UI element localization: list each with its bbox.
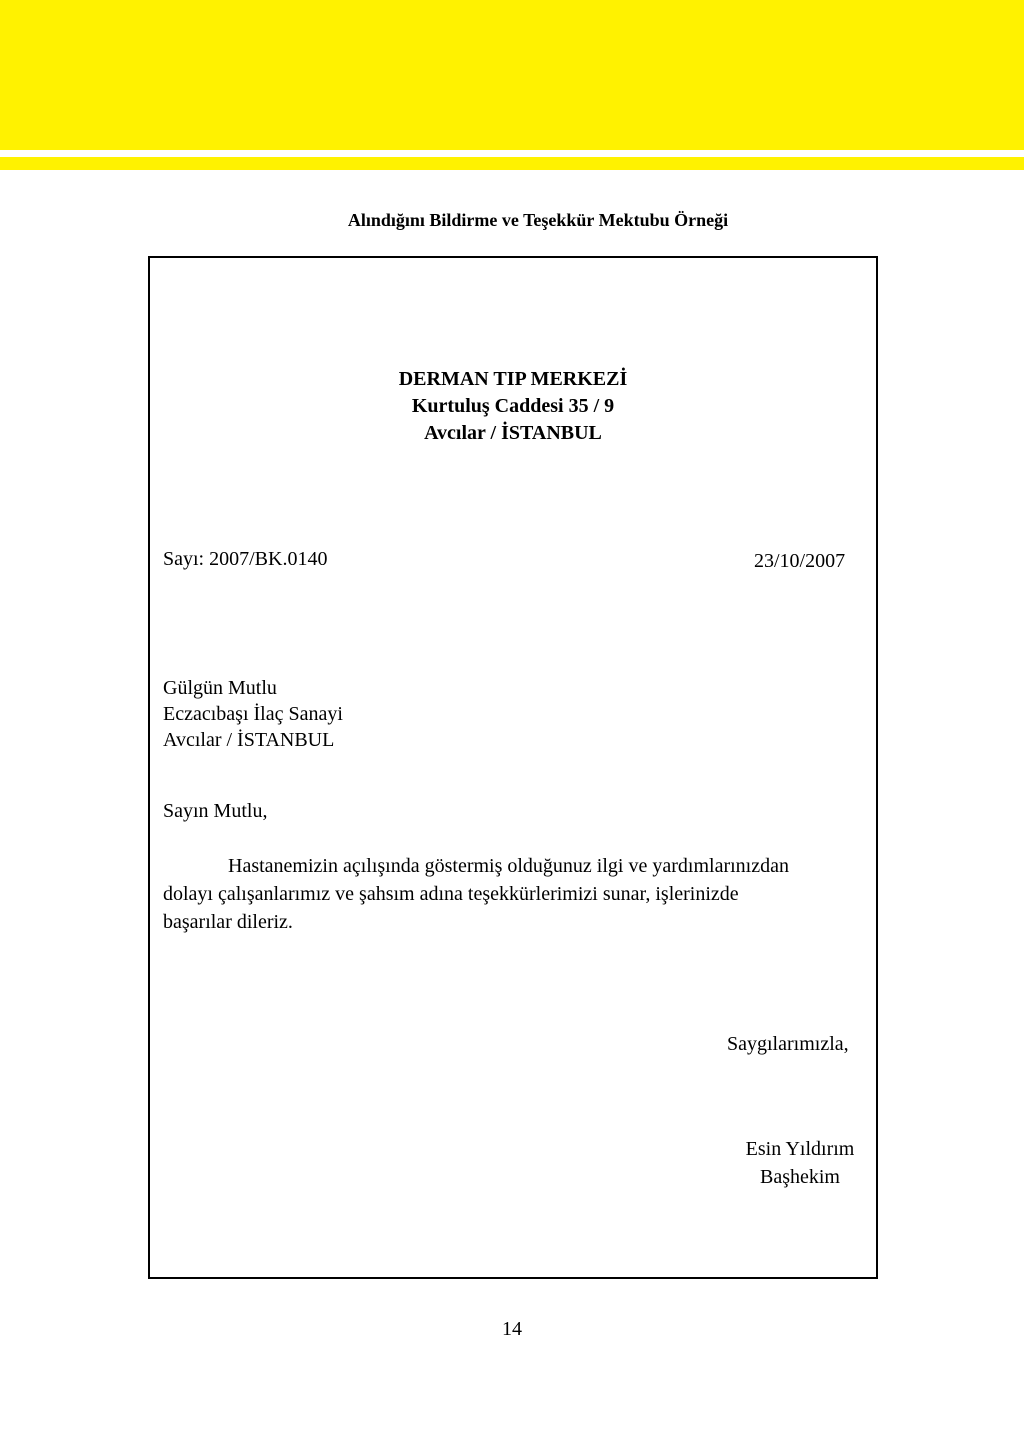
letter-body (163, 852, 863, 936)
sender-city: Avcılar / İSTANBUL (424, 422, 602, 444)
letter-date: 23/10/2007 (754, 550, 846, 572)
body-line: dolayı çalışanlarımız ve şahsım adına teşekkürlerimizi sunar, işlerinizde (163, 883, 739, 905)
signatory-title: Başhekim (760, 1166, 840, 1188)
body-line: Hastanemizin açılışında göstermiş olduğunuz ilgi ve yardımlarınızdan (228, 855, 789, 877)
reference-number: Sayı: 2007/BK.0140 (163, 548, 328, 570)
recipient-name: Gülgün Mutlu (163, 677, 277, 699)
body-line: başarılar dileriz. (163, 911, 293, 933)
salutation: Sayın Mutlu, (163, 800, 268, 822)
header-yellow-stripe (0, 157, 1024, 170)
recipient-city: Avcılar / İSTANBUL (163, 729, 335, 751)
signature-block (710, 1135, 890, 1191)
page-number: 14 (502, 1318, 522, 1340)
sender-name: DERMAN TIP MERKEZİ (398, 368, 628, 390)
sender-street: Kurtuluş Caddesi 35 / 9 (411, 395, 615, 417)
recipient-company: Eczacıbaşı İlaç Sanayi (163, 703, 343, 725)
closing: Saygılarımızla, (727, 1033, 849, 1055)
recipient-address (163, 675, 343, 753)
header-yellow-band (0, 0, 1024, 150)
page-title: Alındığını Bildirme ve Teşekkür Mektubu Örneği (347, 210, 729, 230)
letter-frame (148, 256, 878, 1279)
sender-address (150, 366, 876, 447)
signatory-name: Esin Yıldırım (745, 1138, 855, 1160)
